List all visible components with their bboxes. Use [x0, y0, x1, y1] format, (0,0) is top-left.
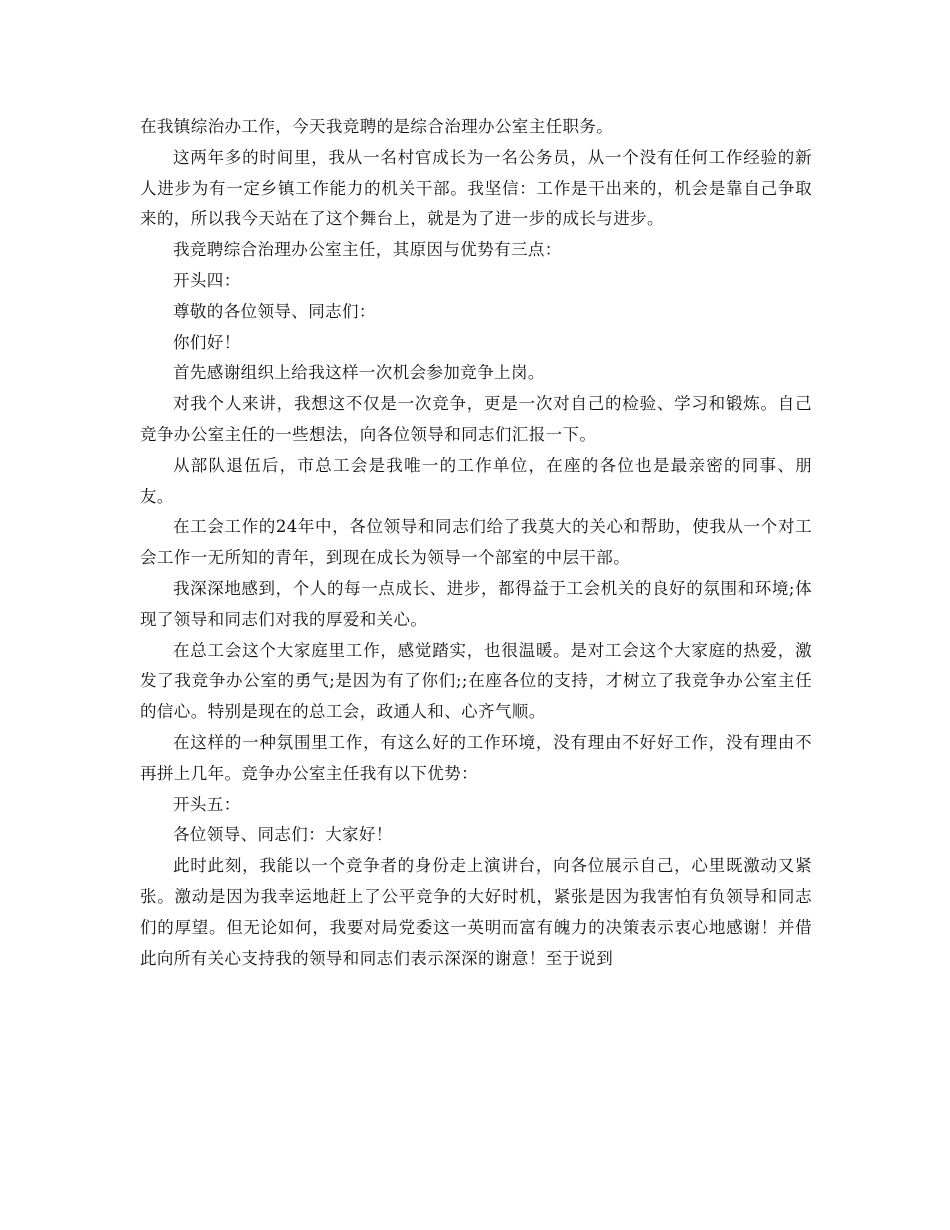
section-heading-opening-4: 开头四： [173, 270, 241, 290]
paragraph-7: 首先感谢组织上给我这样一次机会参加竞争上岗。 [173, 363, 545, 383]
section-heading-opening-5: 开头五： [173, 794, 241, 814]
greeting-1: 你们好！ [173, 332, 241, 352]
salutation-2: 各位领导、同志们：大家好！ [173, 825, 393, 845]
paragraph-10: 在工会工作的24年中，各位领导和同志们给了我莫大的关心和帮助，使我从一个对工会工作一无所知的青年，到现在成长为领导一个部室的中层干部。 [140, 517, 812, 568]
paragraph-12: 在总工会这个大家庭里工作，感觉踏实，也很温暖。是对工会这个大家庭的热爱，激发了我竞争办公室的勇气;是因为有了你们;;在座各位的支持，才树立了我竞争办公室主任的信心。特别是现在的总工会，政通人和、心齐气顺。 [140, 640, 812, 722]
paragraph-3: 我竞聘综合治理办公室主任，其原因与优势有三点： [173, 240, 562, 260]
salutation-1: 尊敬的各位领导、同志们： [173, 301, 376, 321]
document-body [140, 112, 812, 974]
paragraph-8: 对我个人来讲，我想这不仅是一次竞争，更是一次对自己的检验、学习和锻炼。自己竞争办公室主任的一些想法，向各位领导和同志们汇报一下。 [140, 394, 812, 444]
paragraph-11: 我深深地感到，个人的每一点成长、进步，都得益于工会机关的良好的氛围和环境;体现了领导和同志们对我的厚爱和关心。 [140, 578, 812, 629]
paragraph-16: 此时此刻，我能以一个竞争者的身份走上演讲台，向各位展示自己，心里既激动又紧张。激动是因为我幸运地赶上了公平竞争的大好时机，紧张是因为我害怕有负领导和同志们的厚望。但无论如何，我要对局党委这一英明而富有魄力的决策表示衷心地感谢！并借此向所有关心支持我的领导和同志们表示深深的谢意！至于说到 [140, 856, 812, 968]
paragraph-2: 这两年多的时间里，我从一名村官成长为一名公务员，从一个没有任何工作经验的新人进步为有一定乡镇工作能力的机关干部。我坚信：工作是干出来的，机会是靠自己争取来的，所以我今天站在了这个舞台上，就是为了进一步的成长与进步。 [140, 147, 812, 229]
paragraph-9: 从部队退伍后，市总工会是我唯一的工作单位，在座的各位也是最亲密的同事、朋友。 [140, 455, 812, 506]
paragraph-1: 在我镇综治办工作，今天我竞聘的是综合治理办公室主任职务。 [140, 117, 614, 136]
paragraph-13: 在这样的一种氛围里工作，有这么好的工作环境，没有理由不好好工作，没有理由不再拼上几年。竞争办公室主任我有以下优势： [140, 732, 812, 783]
